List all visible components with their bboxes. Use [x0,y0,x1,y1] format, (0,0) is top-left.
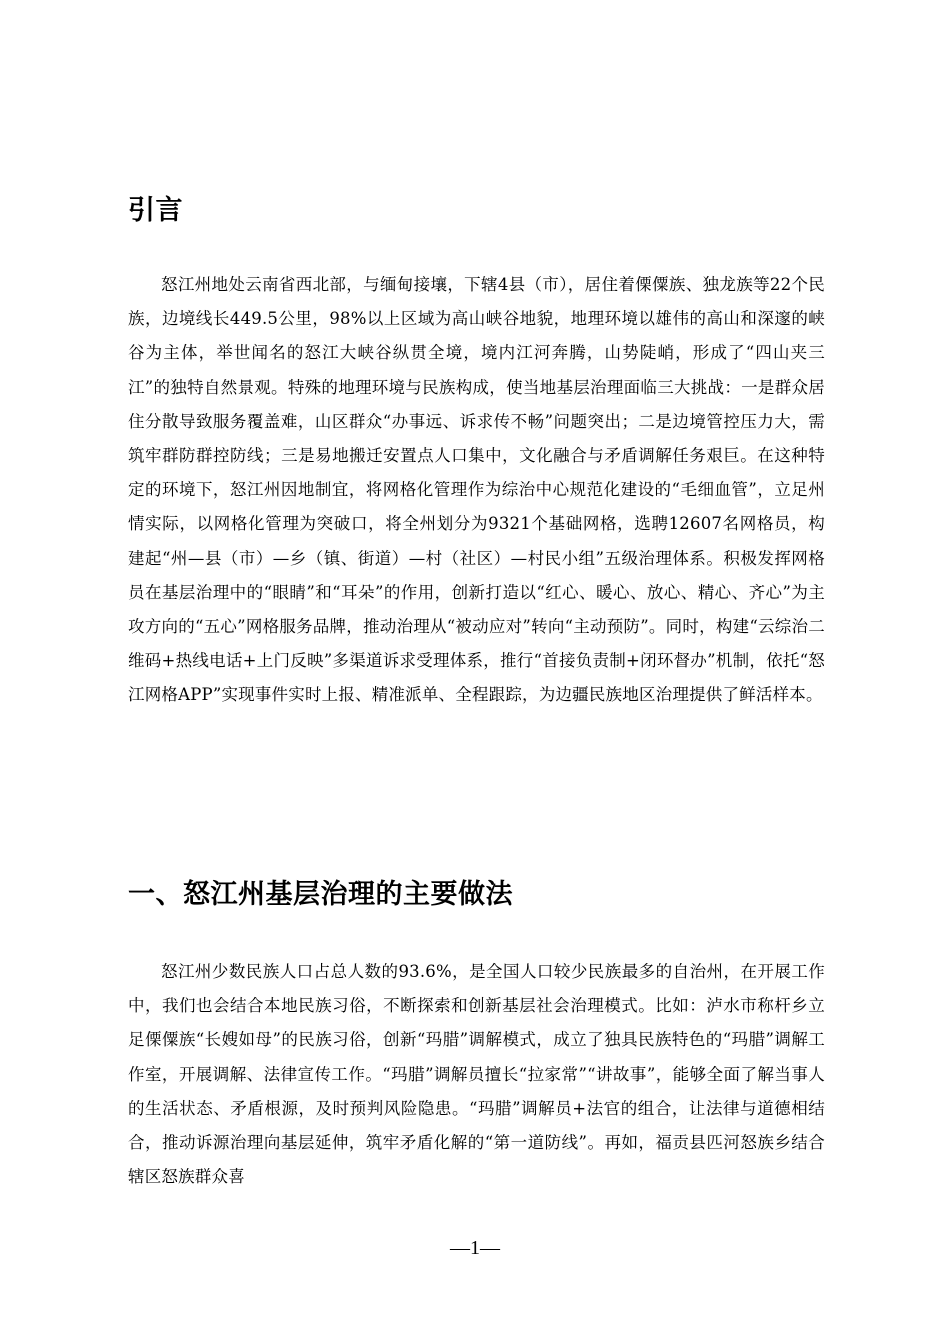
section1-heading: 一、怒江州基层治理的主要做法 [128,879,513,910]
intro-paragraph: 怒江州地处云南省西北部，与缅甸接壤，下辖4县（市），居住着傈僳族、独龙族等22个民族，边境线长449.5公里，98%以上区域为高山峡谷地貌，地理环境以雄伟的高山和深邃的峡谷为主体，举世闻名的怒江大峡谷纵贯全境，境内江河奔腾，山势陡峭，形成了“四山夹三江”的独特自然景观。特殊的地理环境与民族构成，使当地基层治理面临三大挑战：一是群众居住分散导致服务覆盖难，山区群众“办事远、诉求传不畅”问题突出；二是边境管控压力大，需筑牢群防群控防线；三是易地搬迁安置点人口集中，文化融合与矛盾调解任务艰巨。在这种特定的环境下，怒江州因地制宜，将网格化管理作为综治中心规范化建设的“毛细血管”，立足州情实际，以网格化管理为突破口，将全州划分为9321个基础网格，选聘12607名网格员，构建起“州—县（市）—乡（镇、街道）—村（社区）—村民小组”五级治理体系。积极发挥网格员在基层治理中的“眼睛”和“耳朵”的作用，创新打造以“红心、暖心、放心、精心、齐心”为主攻方向的“五心”网格服务品牌，推动治理从“被动应对”转向“主动预防”。同时，构建“云综治二维码+热线电话+上门反映”多渠道诉求受理体系，推行“首接负责制+闭环督办”机制，依托“怒江网格APP”实现事件实时上报、精准派单、全程跟踪，为边疆民族地区治理提供了鲜活样本。 [128,275,825,705]
intro-heading: 引言 [128,195,183,226]
page-number: —1— [450,1237,500,1259]
section1-paragraph: 怒江州少数民族人口占总人数的93.6%，是全国人口较少民族最多的自治州，在开展工作中，我们也会结合本地民族习俗，不断探索和创新基层社会治理模式。比如：泸水市称杆乡立足傈僳族“长嫂如母”的民族习俗，创新“玛腊”调解模式，成立了独具民族特色的“玛腊”调解工作室，开展调解、法律宣传工作。“玛腊”调解员擅长“拉家常”“讲故事”，能够全面了解当事人的生活状态、矛盾根源，及时预判风险隐患。“玛腊”调解员+法官的组合，让法律与道德相结合，推动诉源治理向基层延伸，筑牢矛盾化解的“第一道防线”。再如，福贡县匹河怒族乡结合辖区怒族群众喜 [128,962,825,1187]
